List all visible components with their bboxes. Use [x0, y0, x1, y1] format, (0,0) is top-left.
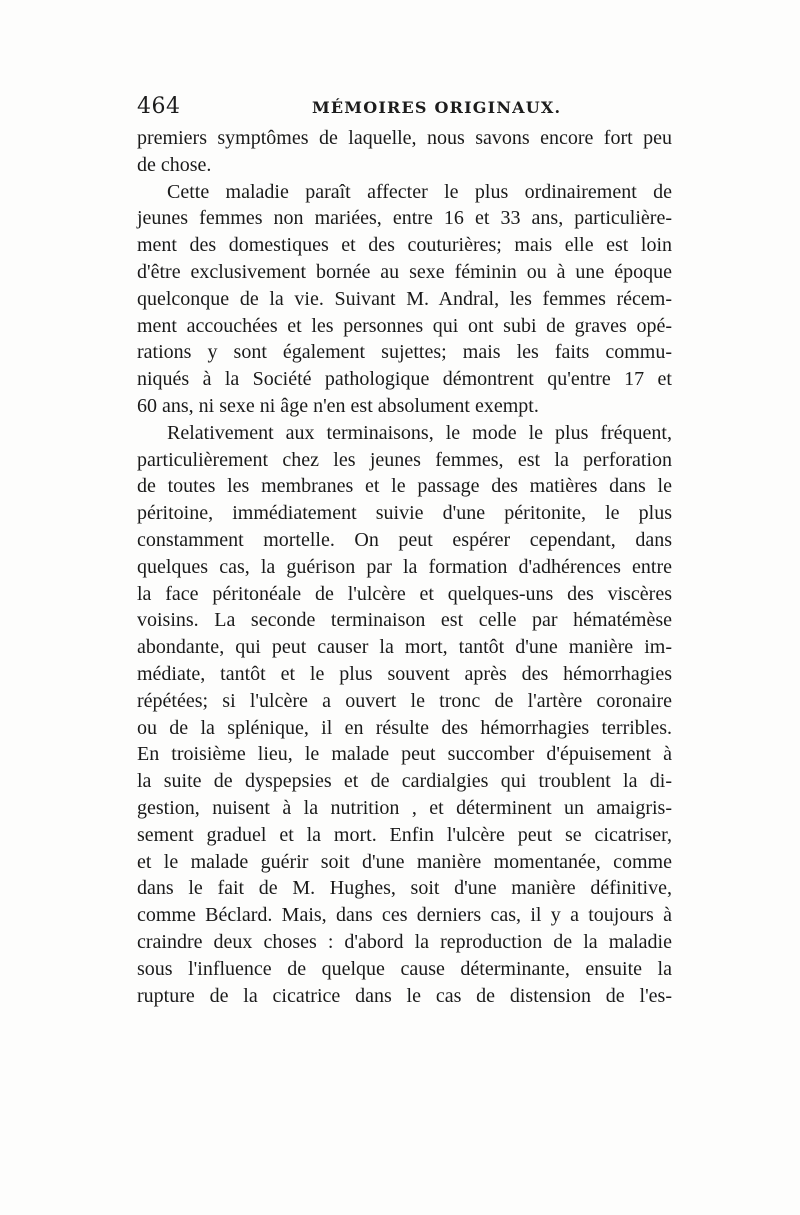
text-line: rations y sont également sujettes; mais les faits commu- [137, 341, 672, 364]
text-line: sous l'influence de quelque cause déterminante, ensuite la [137, 957, 672, 980]
text-line: de toutes les membranes et le passage des matières dans le [137, 475, 672, 498]
text-line: constamment mortelle. On peut espérer cependant, dans [137, 528, 672, 551]
text-line: quelques cas, la guérison par la formation d'adhérences entre [137, 555, 672, 578]
body-text [137, 125, 672, 1009]
text-line: ment des domestiques et des couturières; mais elle est loin [137, 234, 672, 257]
text-line: répétées; si l'ulcère a ouvert le tronc de l'artère coronaire [137, 689, 672, 712]
text-line: premiers symptômes de laquelle, nous savons encore fort peu [137, 127, 672, 149]
text-line: sement graduel et la mort. Enfin l'ulcère peut se cicatriser, [137, 823, 672, 846]
text-line: la suite de dyspepsies et de cardialgies qui troublent la di- [137, 770, 672, 793]
text-line: Relativement aux terminaisons, le mode le plus fréquent, [167, 421, 672, 444]
text-line: abondante, qui peut causer la mort, tantôt d'une manière im- [137, 636, 672, 659]
text-line: de chose. [137, 153, 212, 176]
text-line: En troisième lieu, le malade peut succomber d'épuisement à [137, 743, 672, 766]
text-line: gestion, nuisent à la nutrition , et déterminent un amaigris- [137, 796, 672, 819]
text-line: jeunes femmes non mariées, entre 16 et 33 ans, particulière- [137, 207, 672, 230]
page-header [137, 94, 672, 124]
text-line: et le malade guérir soit d'une manière momentanée, comme [137, 850, 672, 873]
text-line: quelconque de la vie. Suivant M. Andral, les femmes récem- [137, 287, 672, 310]
text-line: craindre deux choses : d'abord la reproduction de la maladie [137, 930, 672, 953]
text-line: voisins. La seconde terminaison est celle par hématémèse [137, 609, 672, 632]
text-line: péritoine, immédiatement suivie d'une péritonite, le plus [137, 502, 672, 525]
text-line: particulièrement chez les jeunes femmes, est la perforation [137, 448, 672, 471]
text-line: médiate, tantôt et le plus souvent après des hémorrhagies [137, 662, 672, 685]
text-line: 60 ans, ni sexe ni âge n'en est absolument exempt. [137, 394, 539, 417]
text-line: niqués à la Société pathologique démontrent qu'entre 17 et [137, 368, 672, 391]
text-line: d'être exclusivement bornée au sexe féminin ou à une époque [137, 260, 672, 283]
text-line: ment accouchées et les personnes qui ont subi de graves opé- [137, 314, 672, 337]
text-line: comme Béclard. Mais, dans ces derniers cas, il y a toujours à [137, 904, 672, 927]
running-title: MÉMOIRES ORIGINAUX. [312, 98, 562, 117]
text-line: rupture de la cicatrice dans le cas de distension de l'es- [137, 984, 672, 1007]
text-line: dans le fait de M. Hughes, soit d'une manière définitive, [137, 877, 672, 900]
page-number: 464 [137, 94, 181, 119]
text-line: ou de la splénique, il en résulte des hémorrhagies terribles. [137, 716, 672, 739]
text-line: Cette maladie paraît affecter le plus ordinairement de [167, 180, 672, 203]
text-line: la face péritonéale de l'ulcère et quelques-uns des viscères [137, 582, 672, 605]
